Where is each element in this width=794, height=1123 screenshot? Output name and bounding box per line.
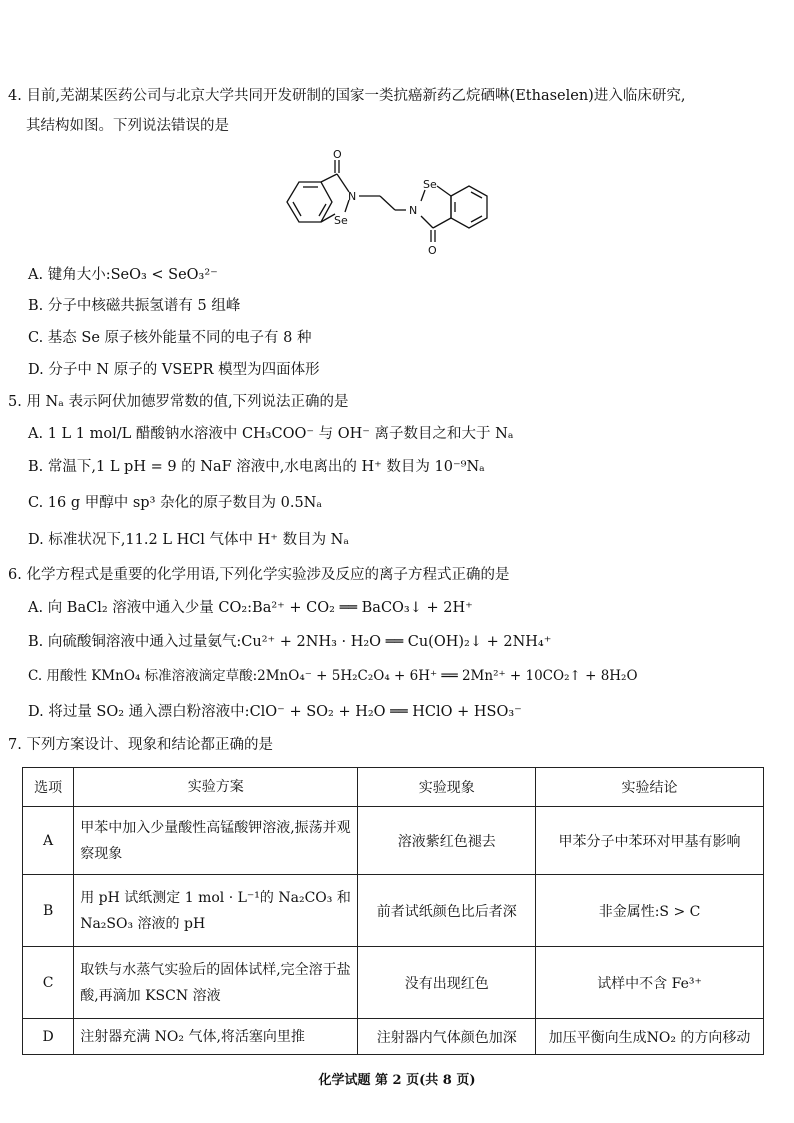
nitrogen-right-label: N xyxy=(409,204,418,217)
q4-option-d: D. 分子中 N 原子的 VSEPR 模型为四面体形 xyxy=(28,362,320,378)
table-row xyxy=(23,875,764,947)
q4-stem-line1: 4. 目前,芜湖某医药公司与北京大学共同开发研制的国家一类抗癌新药乙烷硒啉(Ethaselen)进入临床研究, xyxy=(8,88,686,104)
selenium-left-label: Se xyxy=(334,214,348,227)
row-d-phenomenon: 注射器内气体颜色加深 xyxy=(358,1019,536,1055)
q5-option-d: D. 标准状况下,11.2 L HCl 气体中 H⁺ 数目为 Nₐ xyxy=(28,532,349,548)
q5-option-c: C. 16 g 甲醇中 sp³ 杂化的原子数目为 0.5Nₐ xyxy=(28,495,322,511)
q7-stem: 7. 下列方案设计、现象和结论都正确的是 xyxy=(8,737,273,753)
header-phenomenon: 实验现象 xyxy=(358,768,536,807)
table-row xyxy=(23,947,764,1019)
q5-stem: 5. 用 Nₐ 表示阿伏加德罗常数的值,下列说法正确的是 xyxy=(8,394,349,410)
row-c-plan: 取铁与水蒸气实验后的固体试样,完全溶于盐酸,再滴加 KSCN 溶液 xyxy=(74,947,358,1019)
q6-option-a: A. 向 BaCl₂ 溶液中通入少量 CO₂:Ba²⁺ + CO₂ ══ BaCO₃↓ + 2H⁺ xyxy=(28,600,473,616)
header-plan: 实验方案 xyxy=(74,768,358,807)
q4-stem-line2: 其结构如图。下列说法错误的是 xyxy=(26,118,229,134)
row-c-option: C xyxy=(23,947,74,1019)
row-a-phenomenon: 溶液紫红色褪去 xyxy=(358,807,536,875)
q4-option-a: A. 键角大小:SeO₃ < SeO₃²⁻ xyxy=(28,267,218,283)
left-benzene-ring xyxy=(287,182,332,222)
q6-option-c: C. 用酸性 KMnO₄ 标准溶液滴定草酸:2MnO₄⁻ + 5H₂C₂O₄ + 6H⁺ ══ 2Mn²⁺ + 10CO₂↑ + 8H₂O xyxy=(28,668,638,684)
row-a-conclusion: 甲苯分子中苯环对甲基有影响 xyxy=(536,807,764,875)
q5-option-b: B. 常温下,1 L pH = 9 的 NaF 溶液中,水电离出的 H⁺ 数目为 10⁻⁹Nₐ xyxy=(28,459,485,475)
q4-option-c: C. 基态 Se 原子核外能量不同的电子有 8 种 xyxy=(28,330,312,346)
q6-option-b: B. 向硫酸铜溶液中通入过量氨气:Cu²⁺ + 2NH₃ · H₂O ══ Cu(OH)₂↓ + 2NH₄⁺ xyxy=(28,634,552,650)
q5-option-a: A. 1 L 1 mol/L 醋酸钠水溶液中 CH₃COO⁻ 与 OH⁻ 离子数目之和大于 Nₐ xyxy=(28,426,514,442)
table-row xyxy=(23,807,764,875)
row-c-phenomenon: 没有出现红色 xyxy=(358,947,536,1019)
row-c-conclusion: 试样中不含 Fe³⁺ xyxy=(536,947,764,1019)
q6-stem: 6. 化学方程式是重要的化学用语,下列化学实验涉及反应的离子方程式正确的是 xyxy=(8,567,510,583)
oxygen-top-label: O xyxy=(333,148,342,161)
q6-option-d: D. 将过量 SO₂ 通入漂白粉溶液中:ClO⁻ + SO₂ + H₂O ══ HClO + HSO₃⁻ xyxy=(28,704,522,720)
experiment-table xyxy=(22,767,764,1055)
ethaselen-structure-svg xyxy=(275,142,495,257)
page-footer: 化学试题 第 2 页(共 8 页) xyxy=(318,1073,476,1088)
q4-option-b: B. 分子中核磁共振氢谱有 5 组峰 xyxy=(28,298,241,314)
row-b-option: B xyxy=(23,875,74,947)
table-row xyxy=(23,1019,764,1055)
row-d-option: D xyxy=(23,1019,74,1055)
selenium-right-label: Se xyxy=(423,178,437,191)
row-a-plan: 甲苯中加入少量酸性高锰酸钾溶液,振荡并观察现象 xyxy=(74,807,358,875)
row-b-plan: 用 pH 试纸测定 1 mol · L⁻¹的 Na₂CO₃ 和 Na₂SO₃ 溶液的 pH xyxy=(74,875,358,947)
table-header-row xyxy=(23,768,764,807)
row-b-conclusion: 非金属性:S > C xyxy=(536,875,764,947)
oxygen-bottom-label: O xyxy=(428,244,437,257)
nitrogen-left-label: N xyxy=(348,190,357,203)
row-d-conclusion: 加压平衡向生成NO₂ 的方向移动 xyxy=(536,1019,764,1055)
row-a-option: A xyxy=(23,807,74,875)
header-option: 选项 xyxy=(23,768,74,807)
right-benzene-ring xyxy=(451,186,487,228)
ethaselen-structure-diagram xyxy=(275,142,495,257)
header-conclusion: 实验结论 xyxy=(536,768,764,807)
row-b-phenomenon: 前者试纸颜色比后者深 xyxy=(358,875,536,947)
row-d-plan: 注射器充满 NO₂ 气体,将活塞向里推 xyxy=(74,1019,358,1055)
